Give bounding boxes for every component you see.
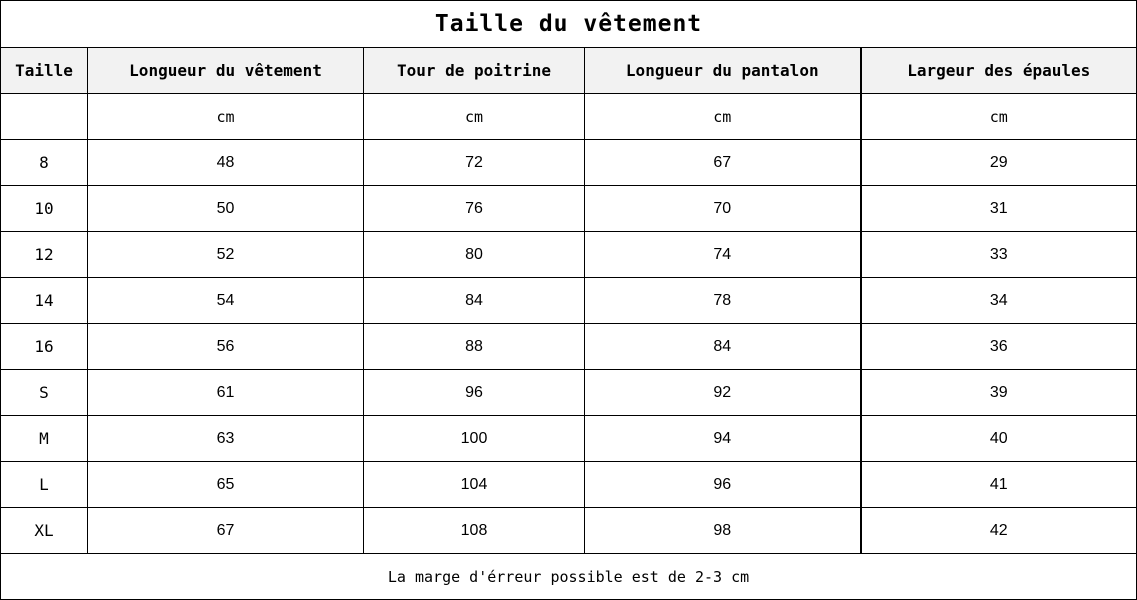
error-margin-note: La marge d'érreur possible est de 2-3 cm <box>1 554 1137 600</box>
measurement-cell: 98 <box>585 508 861 554</box>
measurement-cell: 40 <box>861 416 1137 462</box>
size-cell: M <box>1 416 88 462</box>
measurement-cell: 29 <box>861 140 1137 186</box>
measurement-cell: 70 <box>585 186 861 232</box>
measurement-cell: 76 <box>364 186 585 232</box>
measurement-cell: 72 <box>364 140 585 186</box>
size-cell: 12 <box>1 232 88 278</box>
measurement-cell: 96 <box>585 462 861 508</box>
unit-cell: cm <box>861 94 1137 140</box>
size-cell: L <box>1 462 88 508</box>
table-row <box>1 140 1137 186</box>
table-row <box>1 278 1137 324</box>
column-header-pants-length: Longueur du pantalon <box>585 48 861 94</box>
measurement-cell: 52 <box>88 232 364 278</box>
measurement-cell: 84 <box>364 278 585 324</box>
measurement-cell: 100 <box>364 416 585 462</box>
size-cell: 8 <box>1 140 88 186</box>
data-rows <box>1 140 1137 554</box>
measurement-cell: 61 <box>88 370 364 416</box>
measurement-cell: 31 <box>861 186 1137 232</box>
unit-row <box>1 94 1137 140</box>
table-row <box>1 370 1137 416</box>
table-row <box>1 508 1137 554</box>
column-header-size: Taille <box>1 48 88 94</box>
measurement-cell: 67 <box>585 140 861 186</box>
column-header-chest: Tour de poitrine <box>364 48 585 94</box>
measurement-cell: 96 <box>364 370 585 416</box>
measurement-cell: 84 <box>585 324 861 370</box>
measurement-cell: 41 <box>861 462 1137 508</box>
unit-cell: cm <box>585 94 861 140</box>
column-header-shoulder-width: Largeur des épaules <box>861 48 1137 94</box>
measurement-cell: 80 <box>364 232 585 278</box>
table-row <box>1 232 1137 278</box>
column-header-garment-length: Longueur du vêtement <box>88 48 364 94</box>
measurement-cell: 50 <box>88 186 364 232</box>
size-cell: XL <box>1 508 88 554</box>
unit-cell: cm <box>88 94 364 140</box>
size-cell: S <box>1 370 88 416</box>
measurement-cell: 39 <box>861 370 1137 416</box>
measurement-cell: 33 <box>861 232 1137 278</box>
measurement-cell: 108 <box>364 508 585 554</box>
measurement-cell: 54 <box>88 278 364 324</box>
table-title: Taille du vêtement <box>1 1 1137 48</box>
measurement-cell: 94 <box>585 416 861 462</box>
table-row <box>1 324 1137 370</box>
size-cell: 10 <box>1 186 88 232</box>
table-row <box>1 416 1137 462</box>
measurement-cell: 92 <box>585 370 861 416</box>
table-row <box>1 186 1137 232</box>
measurement-cell: 74 <box>585 232 861 278</box>
measurement-cell: 67 <box>88 508 364 554</box>
measurement-cell: 63 <box>88 416 364 462</box>
size-cell: 14 <box>1 278 88 324</box>
measurement-cell: 78 <box>585 278 861 324</box>
unit-cell <box>1 94 88 140</box>
measurement-cell: 104 <box>364 462 585 508</box>
measurement-cell: 56 <box>88 324 364 370</box>
size-cell: 16 <box>1 324 88 370</box>
measurement-cell: 34 <box>861 278 1137 324</box>
table-row <box>1 462 1137 508</box>
header-row <box>1 48 1137 94</box>
measurement-cell: 65 <box>88 462 364 508</box>
measurement-cell: 88 <box>364 324 585 370</box>
measurement-cell: 48 <box>88 140 364 186</box>
measurement-cell: 36 <box>861 324 1137 370</box>
unit-cell: cm <box>364 94 585 140</box>
measurement-cell: 42 <box>861 508 1137 554</box>
